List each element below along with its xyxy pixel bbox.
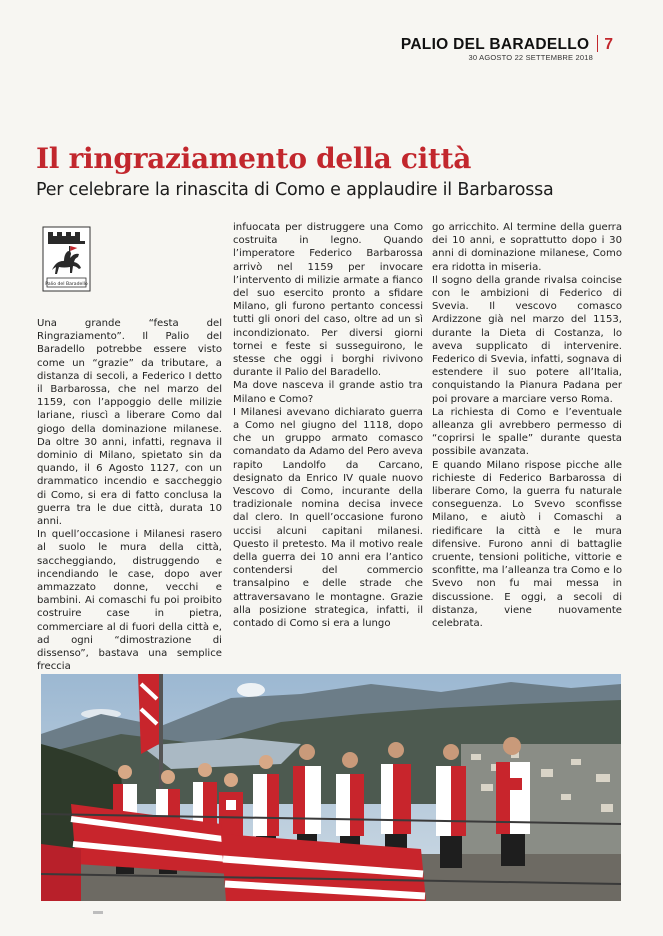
palio-logo-icon [42, 226, 91, 292]
article-subheadline: Per celebrare la rinascita di Como e applaudire il Barbarossa [36, 180, 554, 200]
paragraph: I Milanesi avevano dichiarato guerra a Como nel giugno del 1118, dopo che un gruppo armato comasco comandato da Adamo del Pero aveva rapito Landolfo da Carcano, designato da Enrico IV quale nuovo Vescovo di Como, incurante della tradizionale nomina decisa invece dal clero. In quell’occasione furono uccisi alcuni capitani milanesi. Questo il pretesto. Ma il motivo reale della guerra dei 10 anni era l’antico contendersi del commercio transalpino e delle strade che attraversavano le montagne. Grazie alla posizione strategica, infatti, il contado di Como si era a lungo [233, 406, 423, 630]
masthead [400, 35, 613, 62]
scan-mark [93, 911, 103, 914]
logo-caption: Palio del Baradello [45, 281, 88, 287]
group-photo [41, 674, 621, 901]
paragraph: Il sogno della grande rivalsa coincise con le ambizioni di Federico di Svevia. Il vescovo comasco Ardizzone già nel marzo del 1153, durante la Dieta di Costanza, lo aveva supplicato di intervenire. Federico di Svevia, infatti, sognava di estendere il suo potere all’Italia, conquistando la Pianura Padana per poi provare a marciare verso Roma. [432, 274, 622, 405]
article-column-1 [37, 317, 222, 673]
magazine-title: PALIO DEL BARADELLO [400, 36, 590, 53]
paragraph: infuocata per distruggere una Como costruita in legno. Quando l’imperatore Federico Barbarossa arrivò nel 1159 per invocare l’intervento di milizie armate a fianco del suo esercito pronto a sfidare Milano, gli furono pertanto concessi tutti gli onori del caso, oltre ad un sì incondizionato. Per diversi giorni tornei e feste si susseguirono, le stesse che oggi i borghi rivivono durante il Palio del Baradello. [233, 222, 423, 379]
article-headline: Il ringraziamento della città [36, 142, 472, 175]
article-column-2 [233, 221, 423, 630]
masthead-divider [597, 35, 598, 52]
paragraph: Ma dove nasceva il grande astio tra Milano e Como? [233, 380, 423, 405]
article-column-3 [432, 221, 622, 630]
paragraph: In quell’occasione i Milanesi rasero al suolo le mura della città, saccheggiando, distruggendo e incendiando le case, dopo aver ammazzato donne, vecchi e bambini. Ai comaschi fu poi proibito costruire case in pietra, commerciare al di fuori della città e, ad ogni “dimostrazione di dissenso”, bastava una semplice freccia [37, 529, 222, 673]
page-number: 7 [604, 36, 613, 53]
paragraph: E quando Milano rispose picche alle richieste di Federico Barbarossa di liberare Como, la guerra fu naturale conseguenza. Lo Svevo sconfisse Milano, e aiutò i Comaschi a riedificare la città e le mura difensive. Furono anni di battaglie cruente, tensioni politiche, vittorie e sconfitte, ma l’alleanza tra Como e lo Svevo non fu mai messa in discussione. E oggi, a secoli di distanza, viene nuovamente celebrata. [432, 459, 622, 630]
paragraph: La richiesta di Como e l’eventuale alleanza gli avrebbero permesso di “coprirsi le spalle” durante questa possibile avanzata. [432, 406, 622, 458]
issue-date: 30 AGOSTO 22 SETTEMBRE 2018 [468, 53, 593, 62]
paragraph: go arricchito. Al termine della guerra dei 10 anni, e soprattutto dopo i 30 anni di dominazione milanese, Como era ridotta in miseria. [432, 222, 622, 273]
paragraph: Una grande “festa del Ringraziamento”. Il Palio del Baradello potrebbe essere visto come un “grazie” da tributare, a distanza di secoli, a Federico I detto il Barbarossa, che nel marzo del 1159, con l’appoggio delle milizie lariane, riuscì a liberare Como dal giogo della dominazione milanese. Da oltre 30 anni, infatti, regnava il dominio di Milano, spietato sin da quando, il 6 Agosto 1127, con un drammatico incendio e saccheggio di Como, si era di fatto conclusa la guerra tra le due città, durata 10 anni. [37, 318, 222, 528]
